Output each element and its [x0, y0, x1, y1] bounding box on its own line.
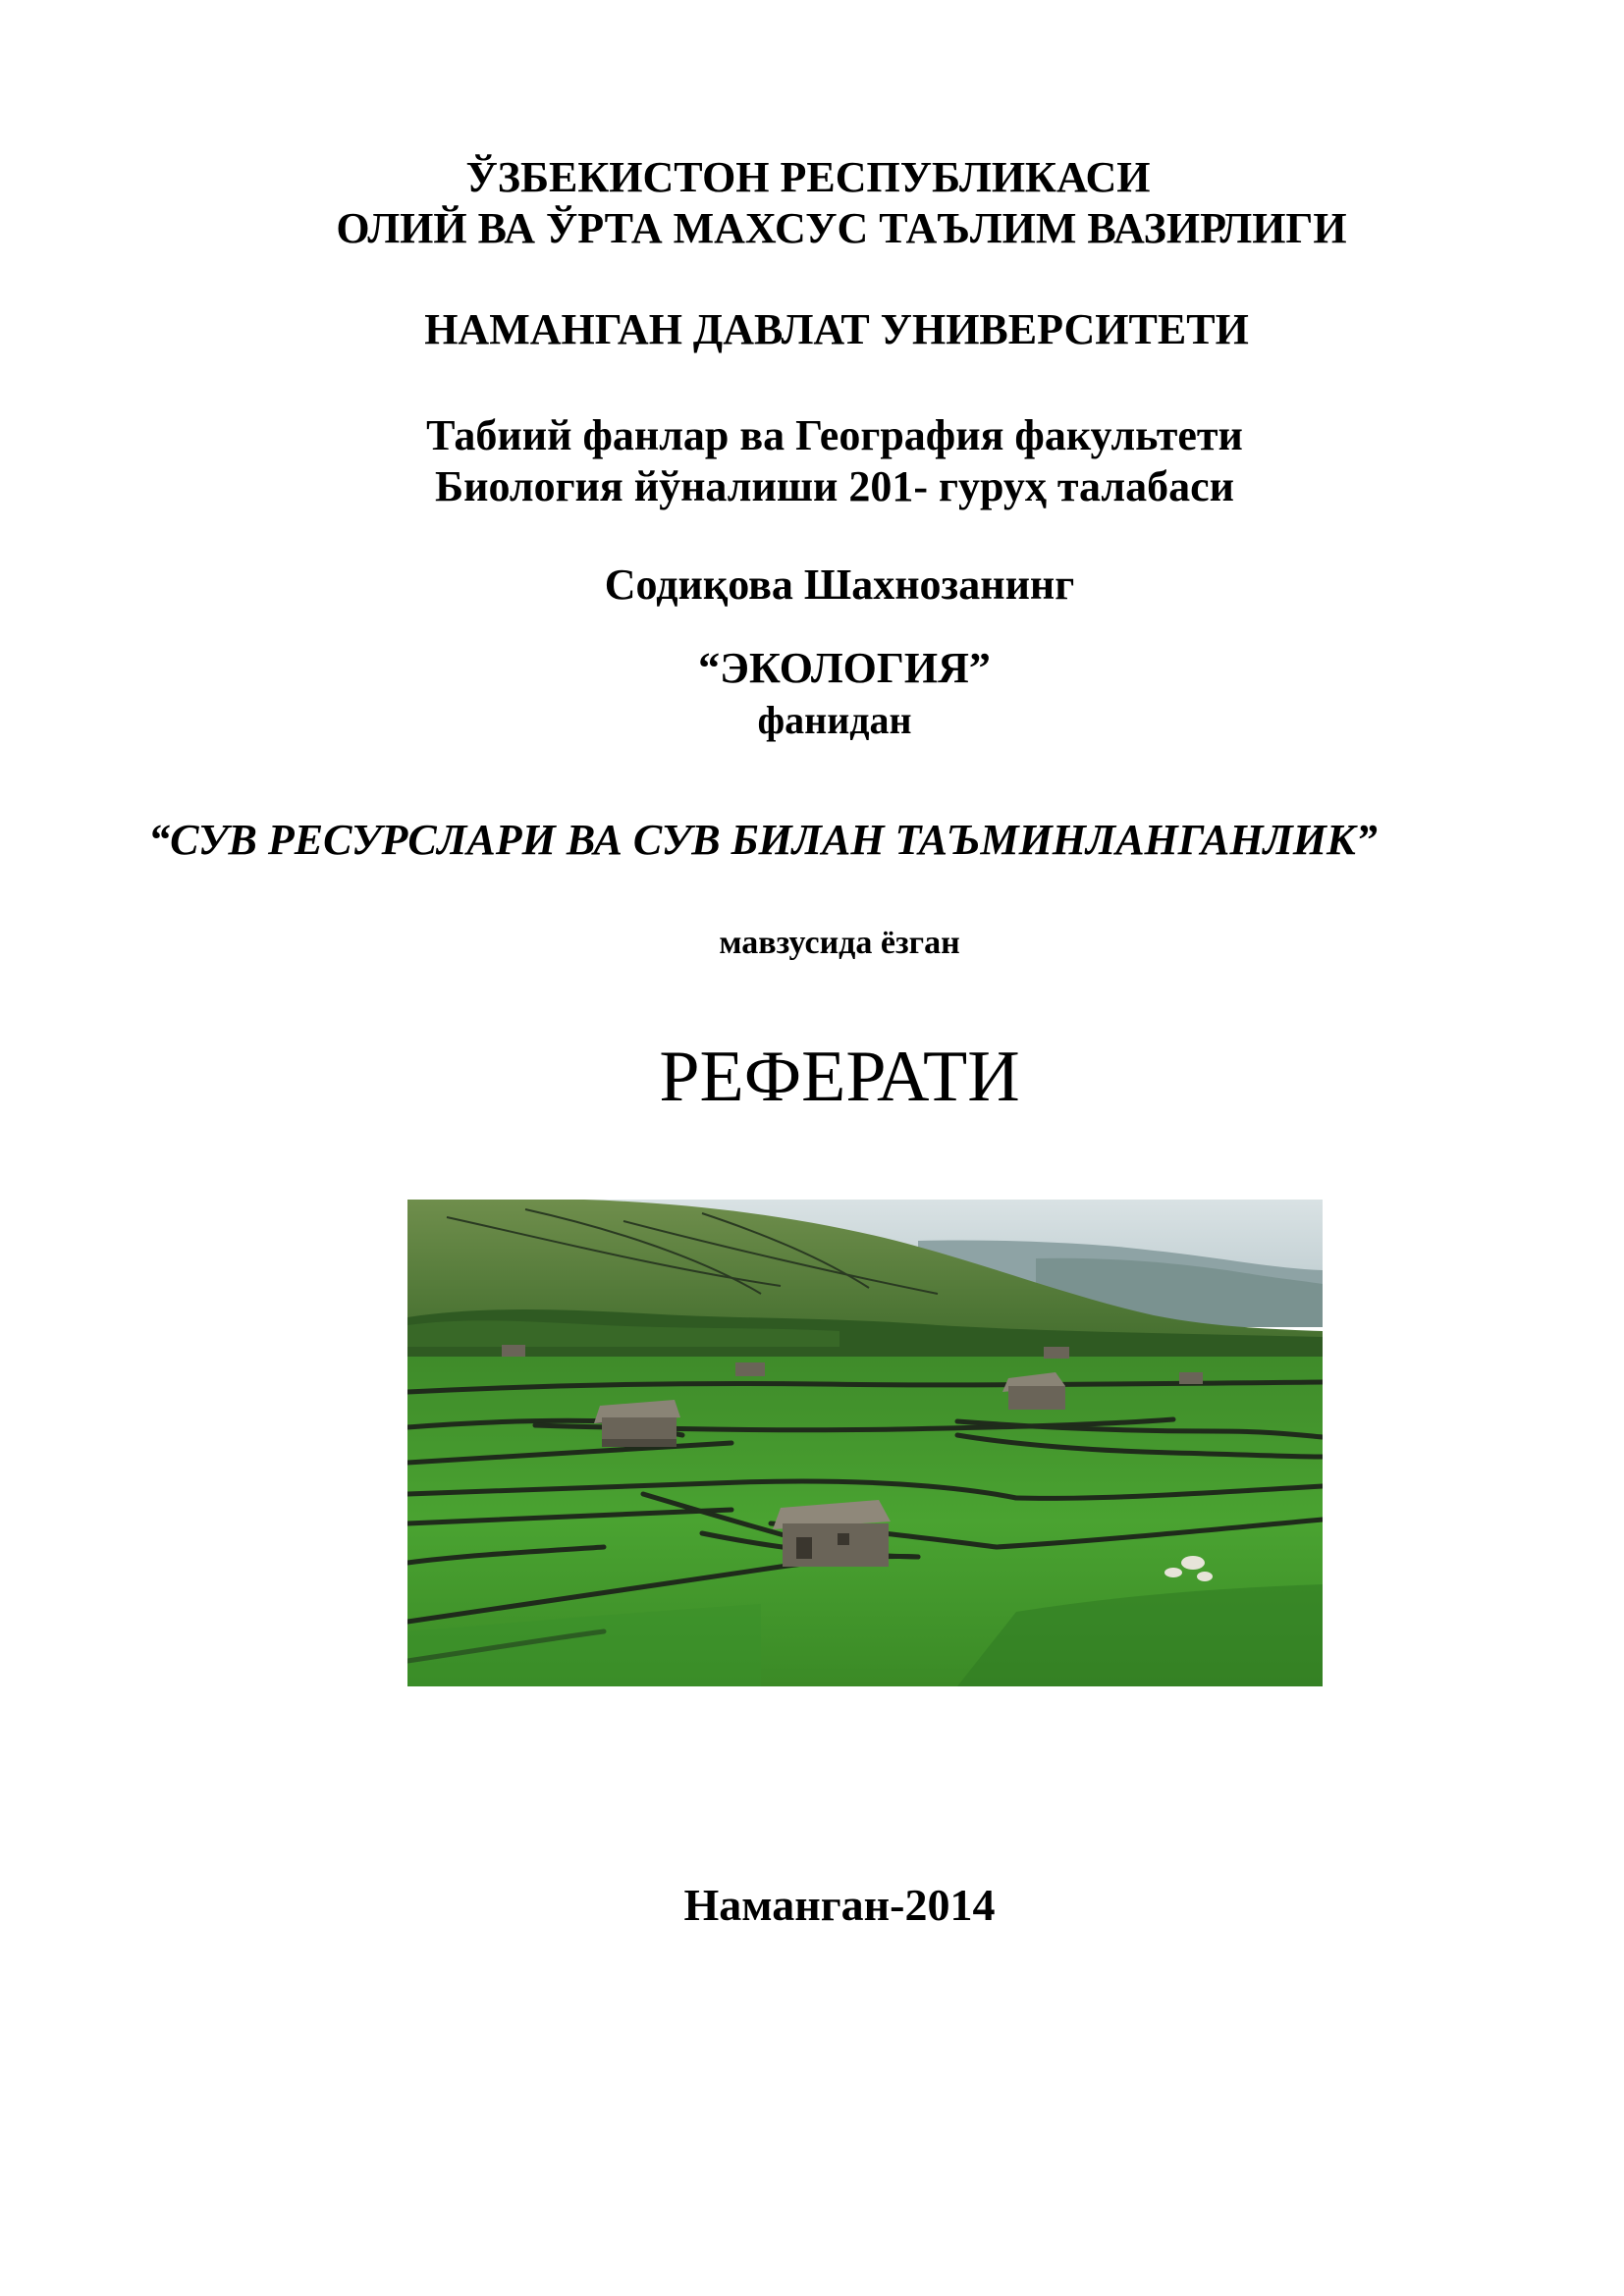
sheep — [1181, 1556, 1205, 1570]
barn-small — [735, 1362, 765, 1376]
faculty-line: Табиий фанлар ва География факультети — [426, 411, 1243, 459]
sheep — [1197, 1572, 1213, 1581]
sheep — [1164, 1568, 1182, 1577]
student-name: Содиқова Шахнозанинг — [604, 561, 1075, 609]
university-name: НАМАНГАН ДАВЛАТ УНИВЕРСИТЕТИ — [424, 305, 1249, 353]
landscape-photo — [407, 1200, 1323, 1686]
topic-title: “СУВ РЕСУРСЛАРИ ВА СУВ БИЛАН ТАЪМИНЛАНГАНЛИК” — [148, 816, 1378, 864]
ministry-line-1: ЎЗБЕКИСТОН РЕСПУБЛИКАСИ — [465, 153, 1151, 201]
barn-small — [1044, 1347, 1069, 1359]
barn-front — [773, 1500, 891, 1567]
subject-title: “ЭКОЛОГИЯ” — [698, 644, 991, 692]
barn-middle — [594, 1400, 680, 1447]
ministry-line-2: ОЛИЙ ВА ЎРТА МАХСУС ТАЪЛИМ ВАЗИРЛИГИ — [336, 204, 1347, 252]
document-type-title: РЕФЕРАТИ — [659, 1037, 1020, 1117]
group-line: Биология йўналиши 201- гуруҳ талабаси — [435, 462, 1234, 510]
barn-right — [1002, 1372, 1065, 1410]
barn-small — [1179, 1372, 1203, 1384]
subject-suffix: фанидан — [757, 698, 912, 742]
city-year: Наманган-2014 — [683, 1880, 996, 1930]
topic-suffix: мавзусида ёзган — [719, 925, 960, 961]
barn-small — [502, 1345, 525, 1357]
landscape-illustration — [407, 1200, 1323, 1686]
